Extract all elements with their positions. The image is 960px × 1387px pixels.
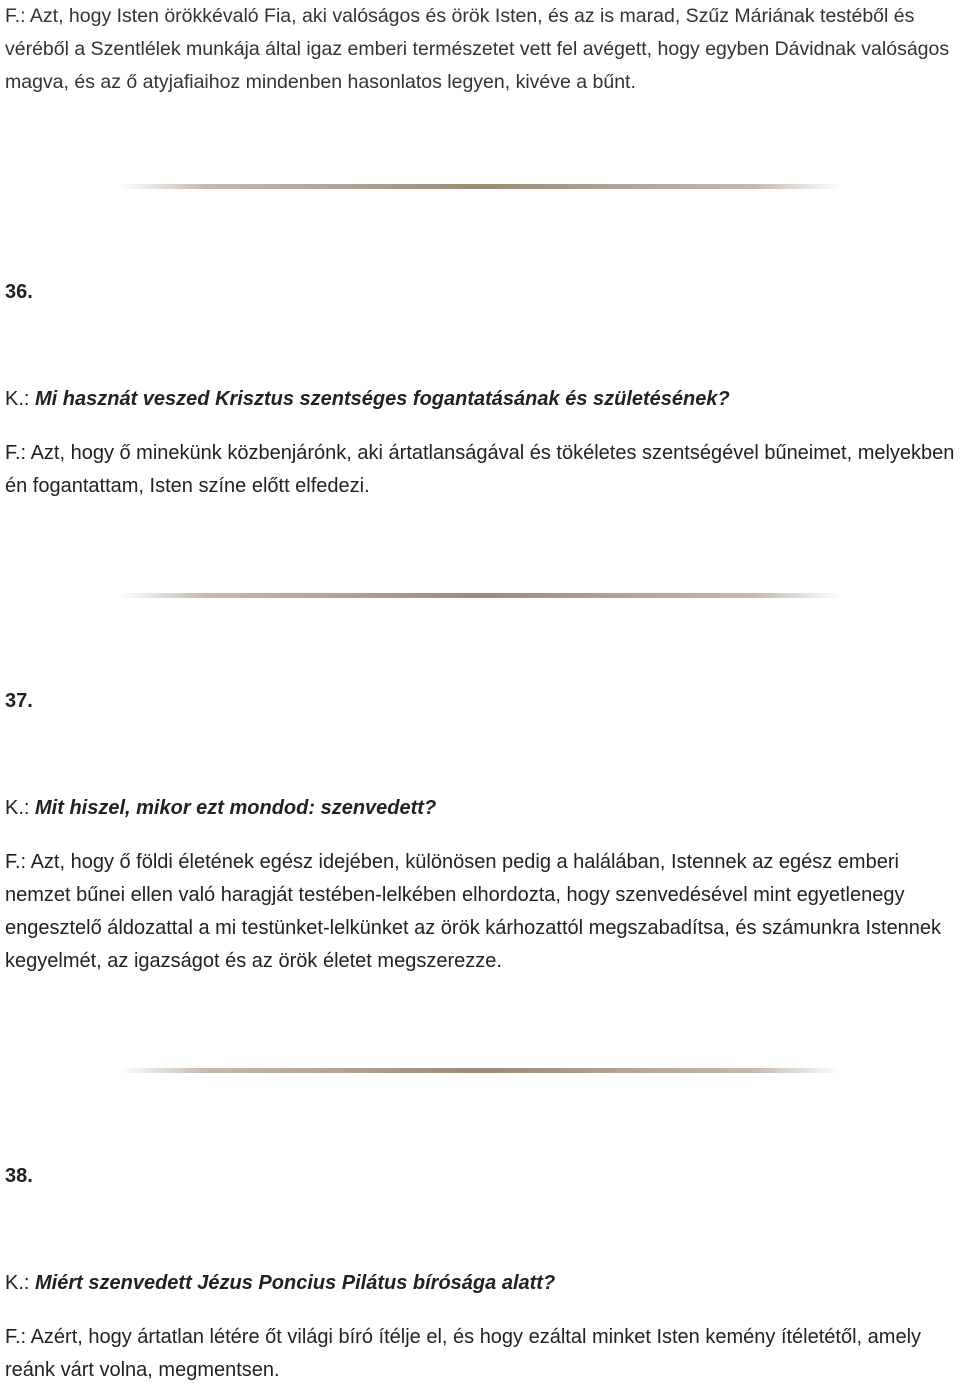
answer: F.: Azt, hogy ő minekünk közbenjárónk, aki ártatlanságával és tökéletes szentségével bűneimet, melyekben én fogantattam, Isten színe előtt elfedezi.	[5, 442, 955, 497]
answer: F.: Azt, hogy ő földi életének egész idejében, különösen pedig a halálában, Istennek az egész emberi nemzet bűnei ellen való haragját testében-lelkében elhordozta, hogy szenvedésével mint egyetlenegy engesztelő áldozattal a mi testünket-lelkünket az örök kárhozattól megszabadítsa, és számunkra Istennek kegyelmét, az igazságot és az örök életet megszerezze.	[5, 851, 942, 972]
divider-2	[118, 593, 842, 598]
question-number: 37.	[5, 690, 33, 712]
question	[5, 383, 955, 416]
answer: F.: Azért, hogy ártatlan létére őt világi bíró ítélje el, és hogy ezáltal minket Isten kemény ítéletétől, amely reánk várt volna, megmentsen.	[5, 1326, 922, 1381]
question-text: Mi hasznát veszed Krisztus szentséges fogantatásának és születésének?	[35, 388, 730, 410]
question-prefix: K.:	[5, 797, 36, 819]
question-prefix: K.:	[5, 388, 36, 410]
question-number: 36.	[5, 281, 33, 303]
divider-3	[118, 1068, 842, 1073]
question-text: Miért szenvedett Jézus Poncius Pilátus bírósága alatt?	[35, 1272, 556, 1294]
question-prefix: K.:	[5, 1272, 36, 1294]
question	[5, 792, 955, 825]
question-number: 38.	[5, 1165, 33, 1187]
intro-answer: F.: Azt, hogy Isten örökkévaló Fia, aki valóságos és örök Isten, és az is marad, Szűz Máriának testéből és véréből a Szentlélek munkája által igaz emberi természetet vett fel avégett, hogy egyben Dávidnak valóságos magva, és az ő atyjafiaihoz mindenben hasonlatos legyen, kivéve a bűnt.	[5, 5, 950, 93]
question	[5, 1267, 955, 1300]
question-text: Mit hiszel, mikor ezt mondod: szenvedett?	[35, 797, 437, 819]
divider-1	[118, 184, 842, 189]
